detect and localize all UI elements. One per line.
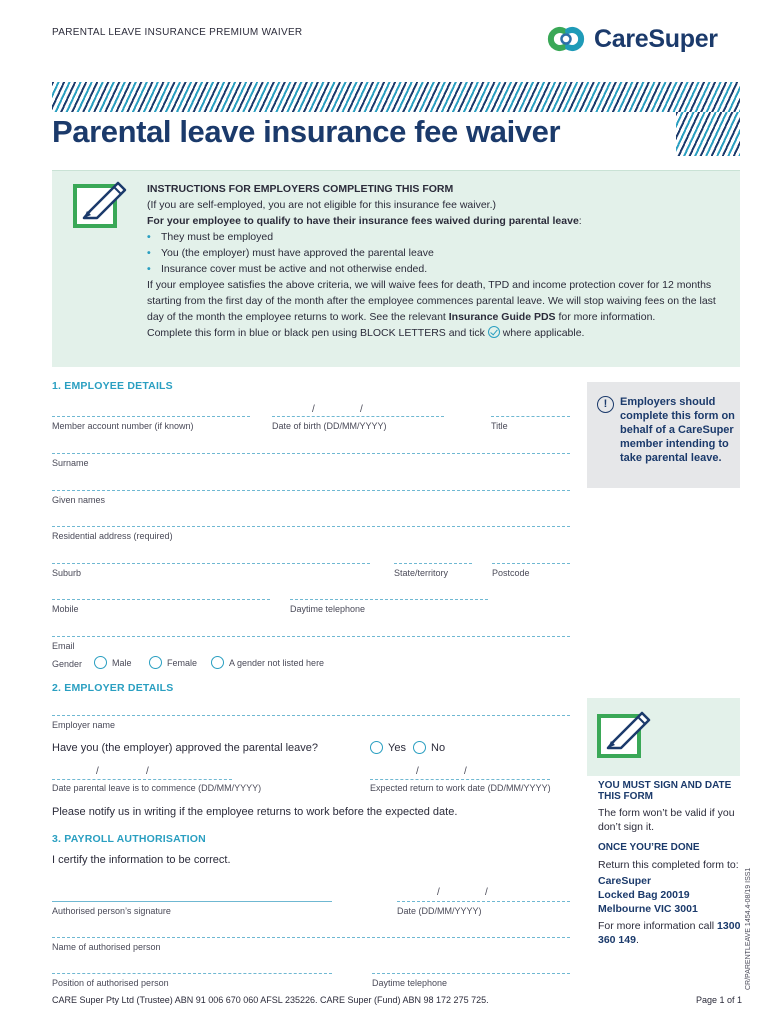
return-date-field[interactable] <box>370 779 550 780</box>
dob-label: Date of birth (DD/MM/YYYY) <box>272 421 387 431</box>
mobile-field[interactable] <box>52 599 270 600</box>
email-field[interactable] <box>52 636 570 637</box>
employer-name-label: Employer name <box>52 720 116 730</box>
criteria-list <box>147 229 727 277</box>
signature-field[interactable] <box>52 901 332 902</box>
caresuper-logo <box>544 24 718 54</box>
list-item: • They must be employed <box>147 229 727 245</box>
authorised-name-field[interactable] <box>52 937 570 938</box>
gender-option-male[interactable]: Male <box>94 656 132 669</box>
section-employee-details-heading: 1. EMPLOYEE DETAILS <box>52 380 173 392</box>
mobile-label: Mobile <box>52 604 79 614</box>
gender-label: Gender <box>52 659 83 669</box>
qualify-line: For your employee to qualify to have their insurance fees waived during parental leave: <box>147 215 582 227</box>
suburb-field[interactable] <box>52 563 370 564</box>
employer-note-text: Employers should complete this form on behalf of a CareSuper member intending to take parental leave. <box>620 396 735 464</box>
sign-heading: YOU MUST SIGN AND DATE THIS FORM <box>598 780 732 802</box>
sign-notice <box>598 780 743 947</box>
info-text: For more information call 1300 360 149. <box>598 920 741 946</box>
state-field[interactable] <box>394 563 472 564</box>
radio-icon <box>370 741 383 754</box>
section-payroll-heading: 3. PAYROLL AUTHORISATION <box>52 833 206 845</box>
radio-icon <box>211 656 224 669</box>
section-employer-details-heading: 2. EMPLOYER DETAILS <box>52 682 174 694</box>
list-item: • You (the employer) must have approved the parental leave <box>147 245 727 261</box>
commence-date-label: Date parental leave is to commence (DD/MM/YYYY) <box>52 783 262 793</box>
decorative-stripe-band <box>52 82 740 112</box>
address-field[interactable] <box>52 526 570 527</box>
commence-date-field[interactable] <box>52 779 232 780</box>
postcode-field[interactable] <box>492 563 570 564</box>
signature-date-field[interactable] <box>397 901 570 902</box>
radio-icon <box>413 741 426 754</box>
dob-field[interactable] <box>272 416 444 417</box>
pencil-checkbox-icon <box>72 180 130 232</box>
position-label: Position of authorised person <box>52 978 169 988</box>
address-line-2: Locked Bag 20019 <box>598 889 690 901</box>
tick-circle-icon <box>488 326 500 338</box>
address-label: Residential address (required) <box>52 531 173 541</box>
given-names-field[interactable] <box>52 490 570 491</box>
address-line-1: CareSuper <box>598 875 652 887</box>
employer-name-field[interactable] <box>52 715 570 716</box>
instructions-text <box>147 181 727 341</box>
approved-no-option[interactable]: No <box>413 741 445 754</box>
state-label: State/territory <box>394 568 449 578</box>
member-number-label: Member account number (if known) <box>52 421 194 431</box>
decorative-stripe-right <box>676 112 740 156</box>
approved-yes-option[interactable]: Yes <box>370 741 406 754</box>
title-label: Title <box>491 421 508 431</box>
logo-text: CareSuper <box>594 24 718 53</box>
self-employed-note: (If you are self-employed, you are not eligible for this insurance fee waiver.) <box>147 199 497 211</box>
approved-question: Have you (the employer) approved the parental leave? <box>52 742 318 754</box>
surname-label: Surname <box>52 458 89 468</box>
authorised-name-label: Name of authorised person <box>52 942 161 952</box>
gender-option-not-listed[interactable]: A gender not listed here <box>211 656 324 669</box>
page-number: Page 1 of 1 <box>696 995 743 1005</box>
sign-text: The form won’t be valid if you don’t sign it. <box>598 807 735 833</box>
signature-label: Authorised person’s signature <box>52 906 171 916</box>
radio-icon <box>94 656 107 669</box>
authorised-telephone-label: Daytime telephone <box>372 978 448 988</box>
form-code: CR/PARENTLEAVE 1454.4-08/19 ISS1 <box>745 867 752 990</box>
email-label: Email <box>52 641 75 651</box>
caresuper-logo-icon <box>544 24 588 54</box>
instructions-heading: INSTRUCTIONS FOR EMPLOYERS COMPLETING THIS FORM <box>147 183 454 195</box>
pen-instruction: Complete this form in blue or black pen using BLOCK LETTERS and tick where applicable. <box>147 327 585 339</box>
signature-date-label: Date (DD/MM/YYYY) <box>397 906 482 916</box>
postcode-label: Postcode <box>492 568 530 578</box>
notify-note: Please notify us in writing if the employee returns to work before the expected date. <box>52 806 458 818</box>
phone-number: 1300 360 149 <box>598 920 741 946</box>
return-text: Return this completed form to: <box>598 859 739 871</box>
radio-icon <box>149 656 162 669</box>
criteria-paragraph: If your employee satisfies the above criteria, we will waive fees for death, TPD and income protection cover for 12 months starting from the first day of the month after the employee commences parental leave. We will stop waiving fees on the last day of the month the employee returns to work. See the relevant Insurance Guide PDS for more information. <box>147 279 716 323</box>
form-top-heading: PARENTAL LEAVE INSURANCE PREMIUM WAIVER <box>52 27 303 38</box>
footer-legal: CARE Super Pty Ltd (Trustee) ABN 91 006 670 060 AFSL 235226. CARE Super (Fund) ABN 98 172 275 725. <box>52 995 489 1005</box>
daytime-telephone-label: Daytime telephone <box>290 604 366 614</box>
given-names-label: Given names <box>52 495 106 505</box>
return-date-label: Expected return to work date (DD/MM/YYYY) <box>370 783 551 793</box>
address-line-3: Melbourne VIC 3001 <box>598 903 698 915</box>
gender-option-female[interactable]: Female <box>149 656 197 669</box>
authorised-telephone-field[interactable] <box>372 973 570 974</box>
certify-statement: I certify the information to be correct. <box>52 854 231 866</box>
pencil-checkbox-icon <box>596 710 654 762</box>
daytime-telephone-field[interactable] <box>290 599 488 600</box>
exclamation-icon: ! <box>597 396 614 413</box>
done-heading: ONCE YOU’RE DONE <box>598 842 700 853</box>
title-field[interactable] <box>491 416 570 417</box>
suburb-label: Suburb <box>52 568 82 578</box>
member-number-field[interactable] <box>52 416 250 417</box>
list-item: • Insurance cover must be active and not otherwise ended. <box>147 261 727 277</box>
surname-field[interactable] <box>52 453 570 454</box>
position-field[interactable] <box>52 973 332 974</box>
page-title: Parental leave insurance fee waiver <box>52 114 561 149</box>
